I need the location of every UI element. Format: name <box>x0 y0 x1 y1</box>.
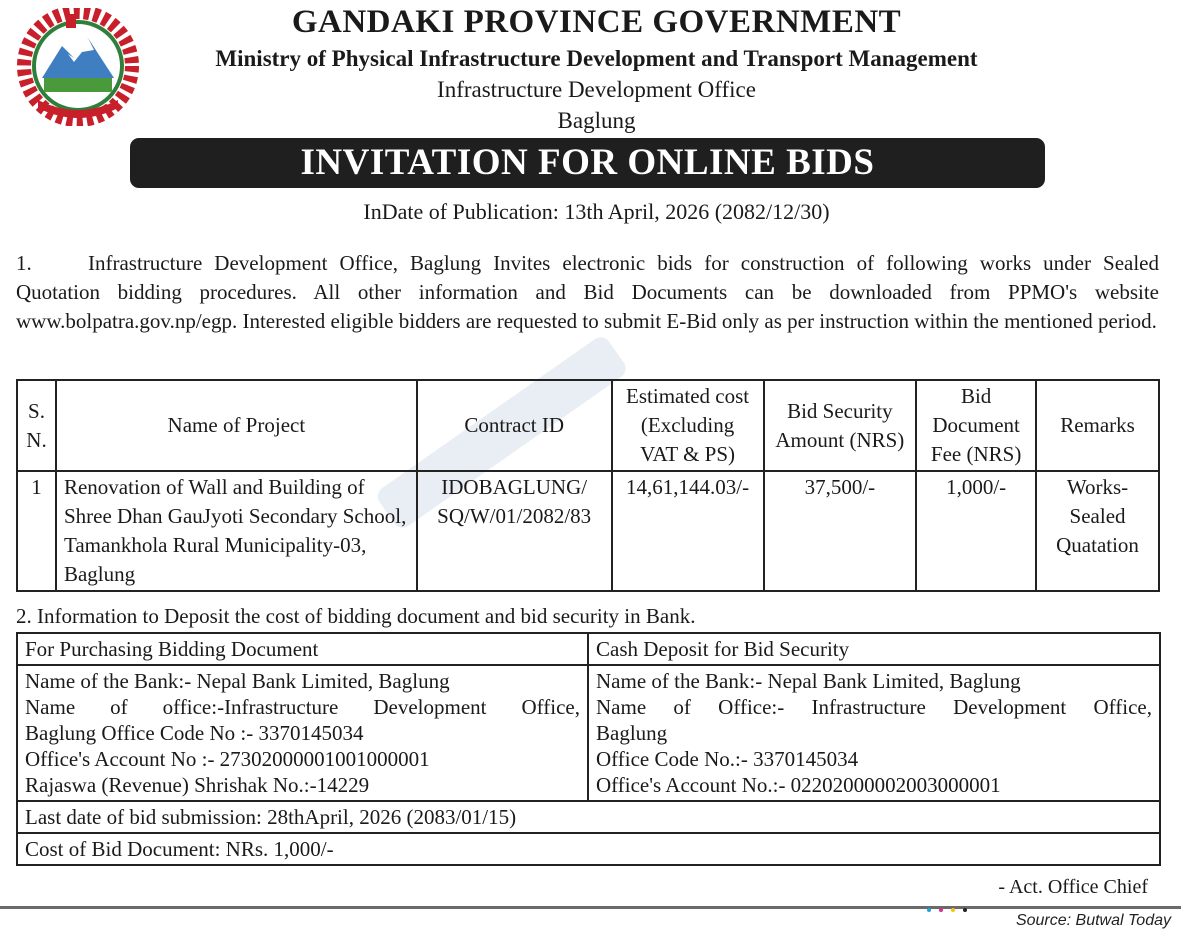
left-line: Rajaswa (Revenue) Shrishak No.:-14229 <box>25 773 370 797</box>
cell-estimated-cost: 14,61,144.03/- <box>612 471 764 591</box>
bank-details-row <box>17 665 1160 801</box>
right-line: Office Code No.:- 3370145034 <box>596 747 859 771</box>
cell-contract-id: IDOBAGLUNG/ SQ/W/01/2082/83 <box>417 471 612 591</box>
intro-number: 1. <box>16 251 32 275</box>
section-2-title: 2. Information to Deposit the cost of bidding document and bid security in Bank. <box>16 604 696 628</box>
doc-cost-row <box>17 833 1160 865</box>
government-title: GANDAKI PROVINCE GOVERNMENT <box>291 4 902 40</box>
right-line: Baglung <box>596 721 668 745</box>
header-estimated-cost: Estimated cost (Excluding VAT & PS) <box>612 380 764 471</box>
header-sn: S. N. <box>17 380 56 471</box>
bank-table <box>16 632 1161 866</box>
right-line: Name of Office:- Infrastructure Development Office, <box>596 695 1152 719</box>
right-line: Office's Account No.:- 02202000002003000001 <box>596 773 1001 797</box>
works-table <box>16 379 1160 592</box>
bank-left-details <box>17 665 588 801</box>
color-dots-icon <box>925 907 975 913</box>
source-credit: Source: Butwal Today <box>1015 912 1171 929</box>
bank-right-header: Cash Deposit for Bid Security <box>588 633 1160 665</box>
office-name: Infrastructure Development Office <box>437 77 756 102</box>
notice-banner: INVITATION FOR ONLINE BIDS <box>130 138 1045 188</box>
cell-document-fee: 1,000/- <box>916 471 1036 591</box>
header-bid-security: Bid Security Amount (NRS) <box>764 380 917 471</box>
bank-header-row <box>17 633 1160 665</box>
cell-sn: 1 <box>17 471 56 591</box>
ministry-name: Ministry of Physical Infrastructure Development and Transport Management <box>215 46 978 71</box>
left-line: Name of the Bank:- Nepal Bank Limited, Baglung <box>25 669 450 693</box>
bank-left-header: For Purchasing Bidding Document <box>17 633 588 665</box>
bottom-rule <box>0 906 1181 909</box>
header-remarks: Remarks <box>1036 380 1159 471</box>
office-location: Baglung <box>557 108 636 133</box>
publication-date: InDate of Publication: 13th April, 2026 (2082/12/30) <box>363 199 830 224</box>
intro-paragraph <box>16 249 1159 336</box>
doc-cost: Cost of Bid Document: NRs. 1,000/- <box>17 833 1160 865</box>
right-line: Name of the Bank:- Nepal Bank Limited, Baglung <box>596 669 1021 693</box>
cell-project: Renovation of Wall and Building of Shree Dhan GauJyoti Secondary School, Tamankhola Rural Municipality-03, Baglung <box>56 471 417 591</box>
last-date-row <box>17 801 1160 833</box>
signer: - Act. Office Chief <box>998 876 1148 898</box>
header-contract-id: Contract ID <box>417 380 612 471</box>
left-line: Office's Account No :- 27302000001001000001 <box>25 747 430 771</box>
cell-bid-security: 37,500/- <box>764 471 917 591</box>
intro-text: Infrastructure Development Office, Baglung Invites electronic bids for construction of following works under Sealed Quotation bidding procedures. All other information and Bid Documents can be downloaded from PPMO's website www.bolpatra.gov.np/egp. Interested eligible bidders are requested to submit E-Bid only as per instruction within the mentioned period. <box>16 251 1159 333</box>
left-line: Baglung Office Code No :- 3370145034 <box>25 721 364 745</box>
last-date: Last date of bid submission: 28thApril, 2026 (2083/01/15) <box>17 801 1160 833</box>
header-project: Name of Project <box>56 380 417 471</box>
cell-remarks: Works- Sealed Quatation <box>1036 471 1159 591</box>
left-line: Name of office:-Infrastructure Development Office, <box>25 695 580 719</box>
header-document-fee: Bid Document Fee (NRS) <box>916 380 1036 471</box>
table-row <box>17 471 1159 591</box>
table-header-row <box>17 380 1159 471</box>
bank-right-details <box>588 665 1160 801</box>
